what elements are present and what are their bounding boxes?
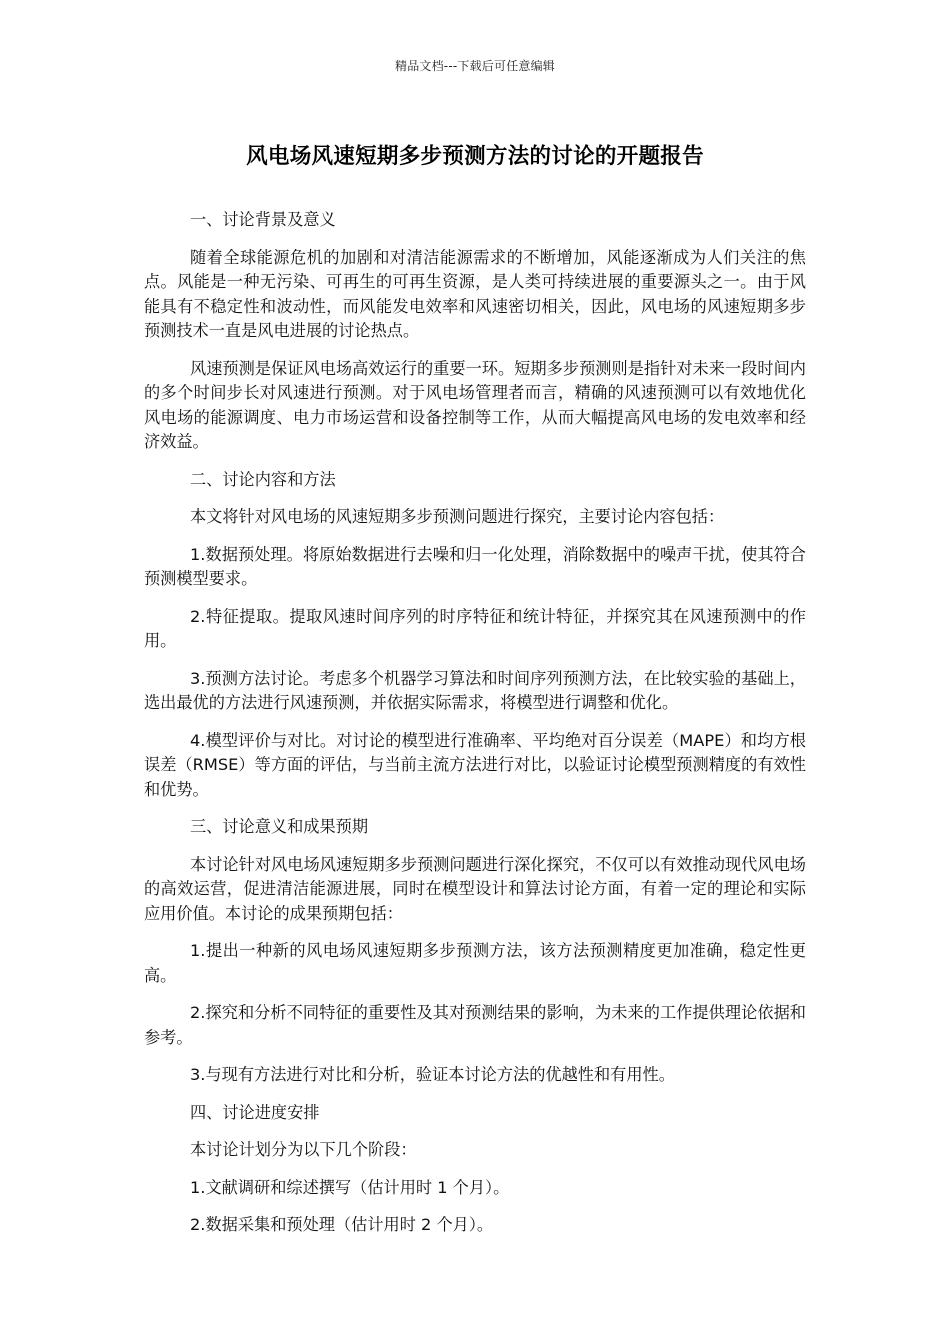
section-heading-content-method: 二、讨论内容和方法 — [190, 469, 336, 489]
paragraph: 本讨论计划分为以下几个阶段： — [190, 1140, 417, 1159]
paragraph: 本讨论针对风电场风速短期多步预测问题进行深化探究，不仅可以有效推动现代风电场的高效运营，促进清洁能源进展，同时在模型设计和算法讨论方面，有着一定的理论和实际应用价值。本讨论的成果预期包括： — [144, 854, 806, 923]
list-item: 2.探究和分析不同特征的重要性及其对预测结果的影响，为未来的工作提供理论依据和参考。 — [144, 1003, 806, 1047]
section-heading-significance: 三、讨论意义和成果预期 — [190, 817, 369, 836]
list-item: 3.与现有方法进行对比和分析，验证本讨论方法的优越性和有用性。 — [190, 1065, 675, 1084]
section-heading-background: 一、讨论背景及意义 — [190, 210, 336, 229]
list-item: 1.文献调研和综述撰写（估计用时 1 个月）。 — [190, 1177, 510, 1197]
document-title: 风电场风速短期多步预测方法的讨论的开题报告 — [246, 144, 704, 169]
paragraph: 随着全球能源危机的加剧和对清洁能源需求的不断增加，风能逐渐成为人们关注的焦点。风能是一种无污染、可再生的可再生资源，是人类可持续进展的重要源头之一。由于风能具有不稳定性和波动性，而风能发电效率和风速密切相关，因此，风电场的风速短期多步预测技术一直是风电进展的讨论热点。 — [144, 247, 806, 340]
list-item: 4.模型评价与对比。对讨论的模型进行准确率、平均绝对百分误差（MAPE）和均方根误差（RMSE）等方面的评估，与当前主流方法进行对比，以验证讨论模型预测精度的有效性和优势。 — [144, 730, 806, 799]
document-body — [144, 208, 806, 1251]
list-item: 1.数据预处理。将原始数据进行去噪和归一化处理，消除数据中的噪声干扰，使其符合预测模型要求。 — [144, 544, 806, 588]
section-heading-schedule: 四、讨论进度安排 — [190, 1102, 320, 1122]
list-item: 1.提出一种新的风电场风速短期多步预测方法，该方法预测精度更加准确，稳定性更高。 — [144, 941, 806, 985]
paragraph: 风速预测是保证风电场高效运行的重要一环。短期多步预测则是指针对未来一段时间内的多个时间步长对风速进行预测。对于风电场管理者而言，精确的风速预测可以有效地优化风电场的能源调度、电力市场运营和设备控制等工作，从而大幅提高风电场的发电效率和经济效益。 — [144, 358, 806, 451]
page-header: 精品文档---下载后可任意编辑 — [395, 59, 555, 73]
list-item: 3.预测方法讨论。考虑多个机器学习算法和时间序列预测方法，在比较实验的基础上，选出最优的方法进行风速预测，并依据实际需求，将模型进行调整和优化。 — [144, 668, 806, 712]
list-item: 2.数据采集和预处理（估计用时 2 个月）。 — [190, 1215, 494, 1234]
list-item: 2.特征提取。提取风速时间序列的时序特征和统计特征，并探究其在风速预测中的作用。 — [144, 606, 806, 650]
paragraph: 本文将针对风电场的风速短期多步预测问题进行探究，主要讨论内容包括： — [190, 507, 725, 526]
